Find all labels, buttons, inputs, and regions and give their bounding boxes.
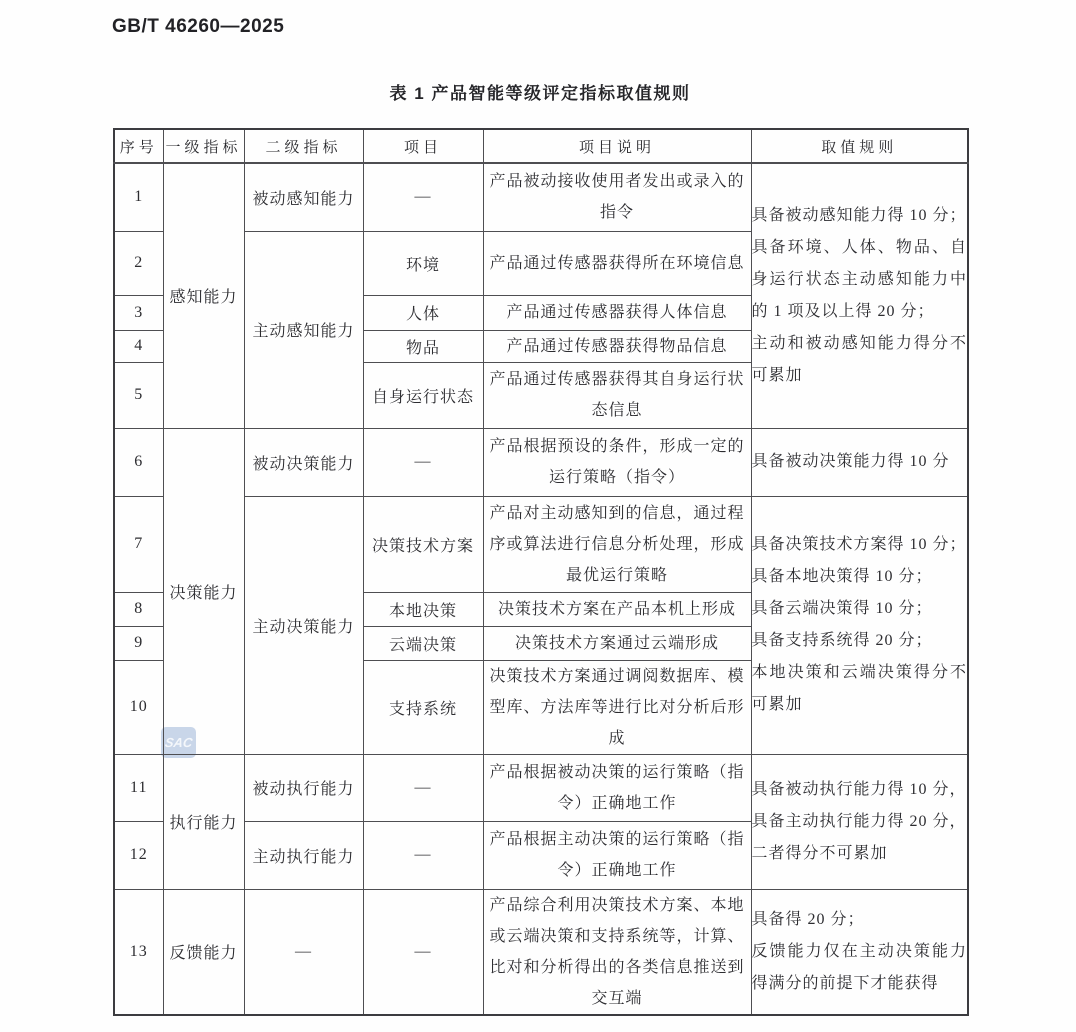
cell-rule-perception: 具备被动感知能力得 10 分； 具备环境、人体、物品、自身运行状态主动感知能力中的 1 项及以上得 20 分； 主动和被动感知能力得分不可累加 [751,163,968,428]
cell-no: 6 [114,428,163,496]
cell-item: 支持系统 [363,660,483,754]
cell-item: — [363,821,483,889]
header-level2-indicator: 二级指标 [244,129,363,163]
indicator-table [113,128,969,1016]
cell-description: 产品通过传感器获得其自身运行状态信息 [483,362,751,428]
cell-item: — [363,428,483,496]
standard-number: GB/T 46260—2025 [112,16,285,37]
cell-item: 物品 [363,330,483,362]
cell-description: 产品根据预设的条件，形成一定的运行策略（指令） [483,428,751,496]
table-caption: 表 1 产品智能等级评定指标取值规则 [389,84,691,103]
cell-item: 本地决策 [363,592,483,626]
cell-no: 9 [114,626,163,660]
cell-description: 产品通过传感器获得物品信息 [483,330,751,362]
cell-level2-active-execution: 主动执行能力 [244,821,363,889]
cell-item: 人体 [363,295,483,330]
cell-no: 5 [114,362,163,428]
cell-description: 决策技术方案通过云端形成 [483,626,751,660]
cell-level2-none: — [244,889,363,1015]
cell-no: 10 [114,660,163,754]
cell-no: 2 [114,231,163,295]
cell-level2-passive-perception: 被动感知能力 [244,163,363,231]
table-row [114,889,968,1015]
cell-description: 产品综合利用决策技术方案、本地或云端决策和支持系统等，计算、比对和分析得出的各类信息推送到交互端 [483,889,751,1015]
cell-level2-passive-execution: 被动执行能力 [244,754,363,821]
cell-level1-feedback: 反馈能力 [163,889,244,1015]
cell-rule-execution: 具备被动执行能力得 10 分， 具备主动执行能力得 20 分， 二者得分不可累加 [751,754,968,889]
cell-rule-feedback: 具备得 20 分； 反馈能力仅在主动决策能力得满分的前提下才能获得 [751,889,968,1015]
cell-no: 8 [114,592,163,626]
cell-item: 决策技术方案 [363,496,483,592]
cell-description: 产品被动接收使用者发出或录入的指令 [483,163,751,231]
header-value-rule: 取值规则 [751,129,968,163]
cell-no: 1 [114,163,163,231]
header-item: 项目 [363,129,483,163]
cell-level2-passive-decision: 被动决策能力 [244,428,363,496]
table-row [114,754,968,821]
cell-rule-passive-decision: 具备被动决策能力得 10 分 [751,428,968,496]
cell-item: 自身运行状态 [363,362,483,428]
cell-item: — [363,754,483,821]
cell-rule-active-decision: 具备决策技术方案得 10 分； 具备本地决策得 10 分； 具备云端决策得 10 分； 具备支持系统得 20 分； 本地决策和云端决策得分不可累加 [751,496,968,754]
cell-description: 产品根据被动决策的运行策略（指令）正确地工作 [483,754,751,821]
cell-no: 7 [114,496,163,592]
cell-item: 云端决策 [363,626,483,660]
cell-item: — [363,889,483,1015]
cell-description: 产品根据主动决策的运行策略（指令）正确地工作 [483,821,751,889]
header-no: 序号 [114,129,163,163]
cell-no: 11 [114,754,163,821]
cell-level1-execution: 执行能力 [163,754,244,889]
sac-watermark-text: SAC [163,735,194,750]
cell-description: 产品通过传感器获得所在环境信息 [483,231,751,295]
cell-level1-perception: 感知能力 [163,163,244,428]
cell-no: 4 [114,330,163,362]
cell-description: 产品通过传感器获得人体信息 [483,295,751,330]
cell-level1-decision: 决策能力 [163,428,244,754]
cell-item: 环境 [363,231,483,295]
cell-description: 决策技术方案在产品本机上形成 [483,592,751,626]
table-row [114,163,968,231]
cell-level2-active-perception: 主动感知能力 [244,231,363,428]
table-row [114,428,968,496]
cell-description: 产品对主动感知到的信息，通过程序或算法进行信息分析处理，形成最优运行策略 [483,496,751,592]
cell-no: 12 [114,821,163,889]
cell-level2-active-decision: 主动决策能力 [244,496,363,754]
header-level1-indicator: 一级指标 [163,129,244,163]
cell-no: 13 [114,889,163,1015]
cell-item: — [363,163,483,231]
header-row [114,129,968,163]
cell-description: 决策技术方案通过调阅数据库、模型库、方法库等进行比对分析后形成 [483,660,751,754]
cell-no: 3 [114,295,163,330]
header-item-description: 项目说明 [483,129,751,163]
